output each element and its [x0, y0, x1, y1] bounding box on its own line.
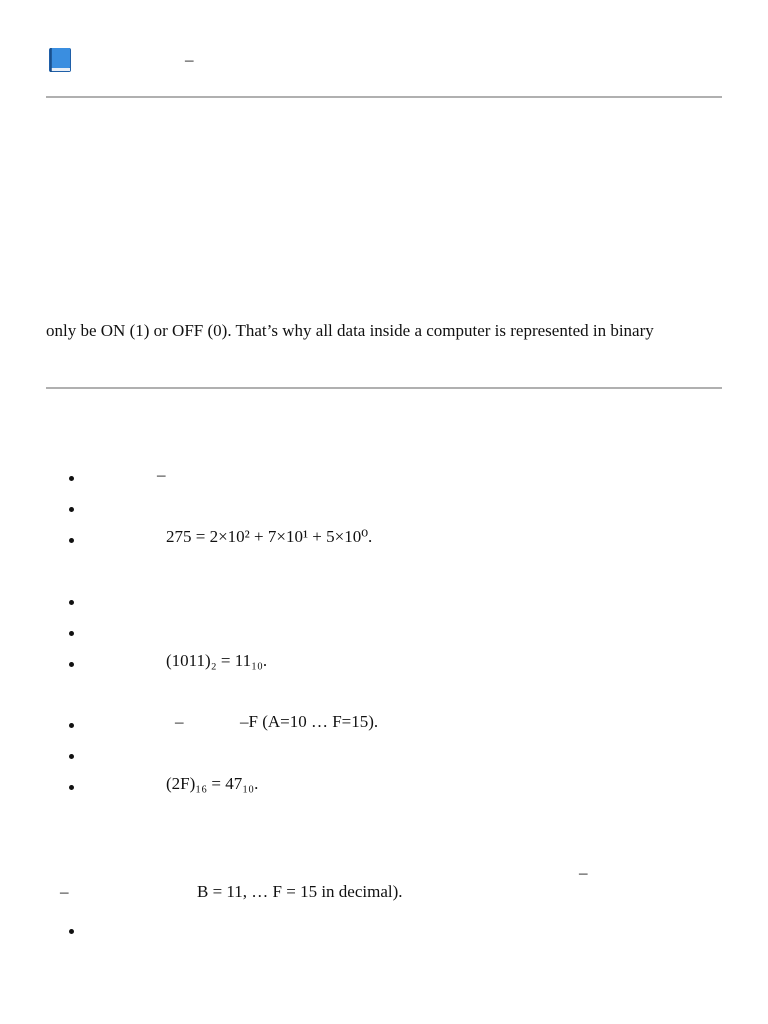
list-bullet — [69, 929, 74, 934]
list-item-decimal-example: 275 = 2×10² + 7×10¹ + 5×10⁰. — [166, 527, 373, 546]
list-bullet — [69, 538, 74, 543]
list-bullet — [69, 507, 74, 512]
list-bullet — [69, 662, 74, 667]
paragraph-text: B = 11, … F = 15 in decimal). — [197, 882, 403, 901]
header-dash: – — [185, 50, 194, 69]
book-icon — [48, 47, 72, 73]
intro-line: only be ON (1) or OFF (0). That’s why all data inside a computer is represented in binary — [46, 321, 654, 340]
section-divider — [46, 387, 722, 389]
list-item-dash: – — [157, 465, 166, 484]
list-bullet — [69, 476, 74, 481]
header-divider — [46, 96, 722, 98]
paragraph-dash: – — [60, 882, 69, 901]
list-item-hex-digits: –F (A=10 … F=15). — [240, 712, 379, 731]
list-item-dash: – — [175, 712, 184, 731]
list-item-binary-example: (1011)₂ = 11₁₀. — [166, 651, 268, 670]
list-bullet — [69, 754, 74, 759]
list-item-hex-example: (2F)₁₆ = 47₁₀. — [166, 774, 259, 793]
list-bullet — [69, 785, 74, 790]
list-bullet — [69, 723, 74, 728]
list-bullet — [69, 631, 74, 636]
list-bullet — [69, 600, 74, 605]
paragraph-dash: – — [579, 863, 588, 882]
